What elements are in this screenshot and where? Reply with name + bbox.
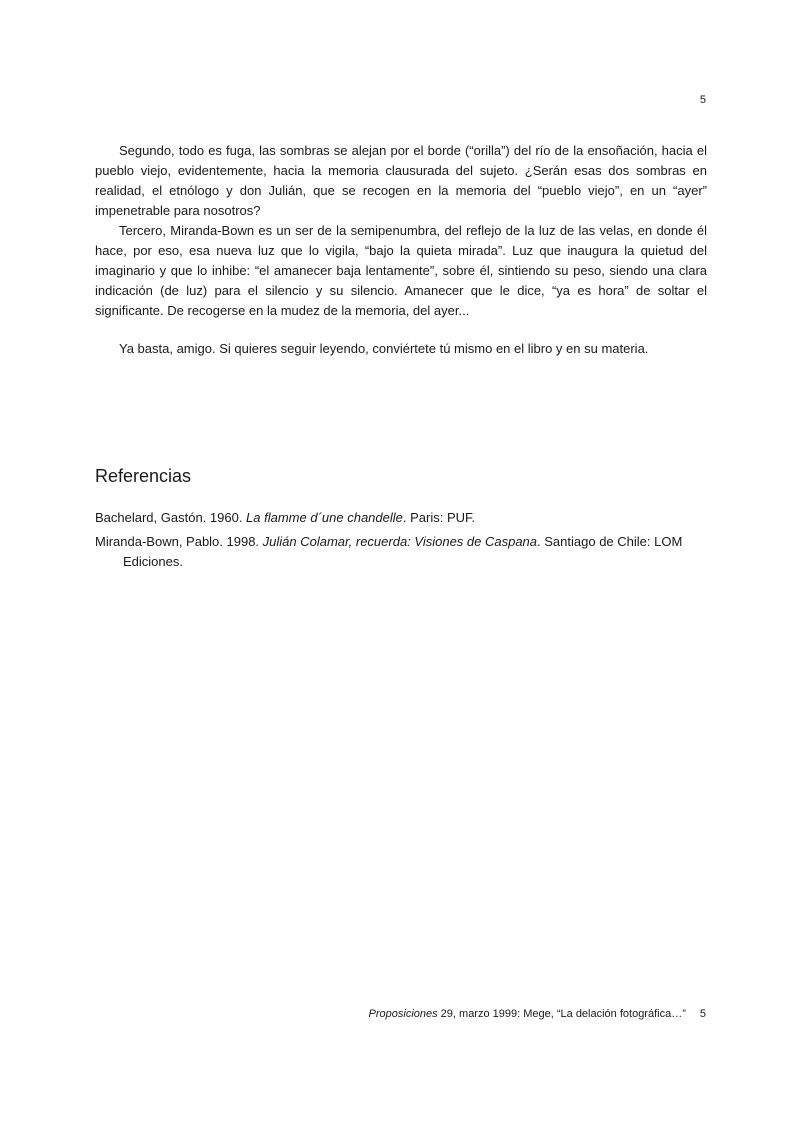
reference-item-bachelard: [95, 508, 707, 528]
footer-citation: 29, marzo 1999: Mege, “La delación fotográfica…”: [437, 1008, 686, 1020]
reference-author-date: Bachelard, Gastón. 1960.: [95, 510, 247, 525]
paragraph-tercero: Tercero, Miranda-Bown es un ser de la semipenumbra, del reflejo de la luz de las velas, en donde él hace, por eso, esa nueva luz que lo vigila, “bajo la quieta mirada”. Luz que inaugura la quietud del imaginario y que lo inhibe: “el amanecer baja lentamente”, sobre él, sintiendo su peso, siendo una clara indicación (de luz) para el silencio y su silencio. Amanecer que le dice, “ya es hora” de soltar el significante. De recogerse en la mudez de la memoria, del ayer...: [95, 223, 707, 318]
references-list: [95, 508, 707, 576]
reference-publisher: . Santiago de Chile: LOM Ediciones.: [123, 534, 683, 569]
reference-author-date: Miranda-Bown, Pablo. 1998.: [95, 534, 263, 549]
reference-title: La flamme d´une chandelle: [246, 510, 403, 525]
body-text: [95, 141, 707, 359]
reference-title: Julián Colamar, recuerda: Visiones de Caspana: [262, 534, 538, 549]
paragraph-segundo: Segundo, todo es fuga, las sombras se alejan por el borde (“orilla”) del río de la ensoñación, hacia el pueblo viejo, evidentemente, hacia la memoria clausurada del sujeto. ¿Serán esas dos sombras en realidad, el etnólogo y don Julián, que se recogen en la memoria del “pueblo viejo”, en un “ayer” impenetrable para nosotros?: [95, 143, 707, 218]
page-number-top: 5: [699, 94, 706, 106]
reference-item-miranda-bown: [95, 532, 707, 572]
footer-page-number: 5: [699, 1008, 706, 1020]
page-footer: [369, 1008, 706, 1020]
paragraph-closing: Ya basta, amigo. Si quieres seguir leyendo, conviértete tú mismo en el libro y en su materia.: [119, 341, 649, 356]
reference-publisher: . Paris: PUF.: [402, 510, 476, 525]
footer-journal: Proposiciones: [368, 1008, 438, 1020]
references-heading: Referencias: [95, 466, 192, 486]
